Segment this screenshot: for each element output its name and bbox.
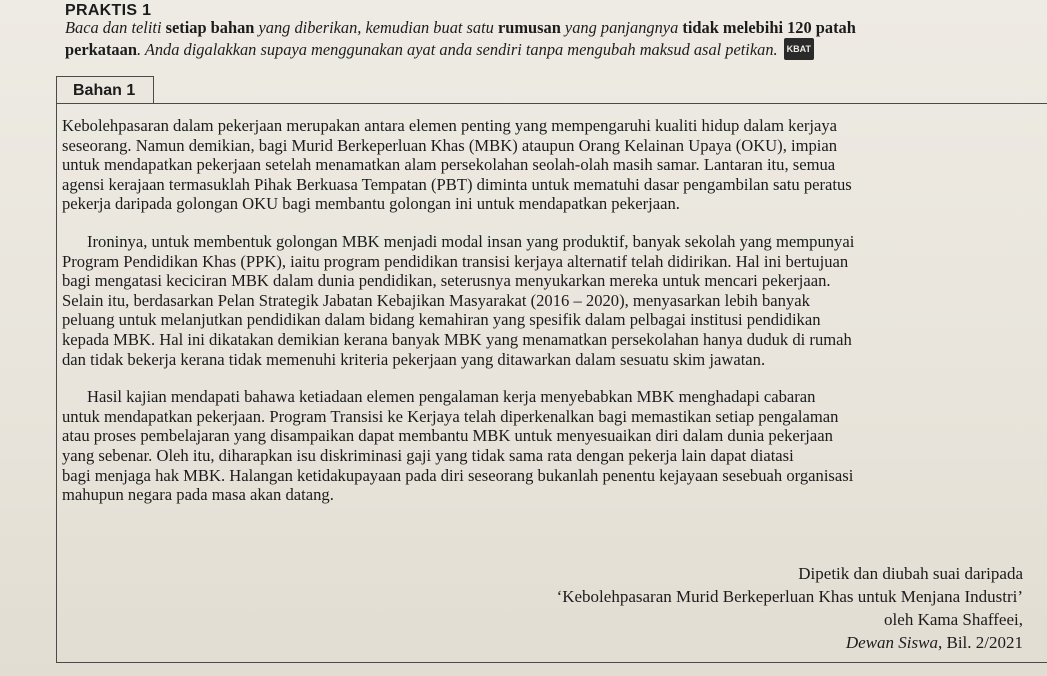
- passage-line: untuk mendapatkan pekerjaan setelah menamatkan alam persekolahan seolah-olah masih samar. Lantaran itu, semua: [62, 155, 836, 175]
- passage-line: agensi kerajaan termasuklah Pihak Berkuasa Tempatan (PBT) diminta untuk mematuhi dasar pengambilan satu peratus: [62, 174, 852, 194]
- instruction-line-1: [65, 18, 1025, 38]
- kbat-badge: KBAT: [784, 38, 814, 60]
- instruction-fragment: . Anda digalakkan supaya menggunakan ayat anda sendiri tanpa mengubah maksud asal petikan.: [136, 40, 778, 59]
- passage-paragraph-1: [62, 116, 1026, 214]
- instruction-line-2: [65, 38, 1025, 60]
- instruction-bold-fragment: rumusan: [497, 18, 561, 37]
- citation-article-title: ‘Kebolehpasaran Murid Berkeperluan Khas untuk Menjana Industri’: [556, 587, 1023, 606]
- passage-line: Hasil kajian mendapati bahawa ketiadaan elemen pengalaman kerja menyebabkan MBK menghadapi cabaran: [87, 387, 816, 407]
- citation-publication: [557, 631, 1023, 654]
- passage-line: bagi menjaga hak MBK. Halangan ketidakupayaan pada diri seseorang bukanlah penentu kejayaan sesebuah organisasi: [62, 465, 854, 485]
- passage-line: untuk mendapatkan pekerjaan. Program Transisi ke Kerjaya telah diperkenalkan bagi memastikan setiap pengalaman: [62, 406, 839, 426]
- citation-magazine: Dewan Siswa: [845, 633, 938, 652]
- passage-line: kepada MBK. Hal ini dikatakan demikian kerana banyak MBK yang menamatkan persekolahan hanya duduk di rumah: [62, 329, 852, 349]
- passage-line: dan tidak bekerja kerana tidak memenuhi kriteria pekerjaan yang ditawarkan dalam sesuatu skim jawatan.: [62, 349, 766, 369]
- passage-line: yang sebenar. Oleh itu, diharapkan isu diskriminasi gaji yang tidak sama rata dengan pekerja lain dapat diatasi: [62, 445, 794, 465]
- instruction-bold-fragment: perkataan: [65, 40, 137, 59]
- citation-issue: , Bil. 2/2021: [937, 633, 1023, 652]
- passage-line: mahupun negara pada masa akan datang.: [62, 485, 334, 505]
- passage-line: Selain itu, berdasarkan Pelan Strategik Jabatan Kebajikan Masyarakat (2016 – 2020), menyasarkan lebih banyak: [62, 290, 810, 310]
- passage-line: Program Pendidikan Khas (PPK), iaitu program pendidikan transisi kerjaya alternatif telah didirikan. Hal ini bertujuan: [62, 251, 849, 271]
- passage: [62, 116, 1026, 523]
- citation-author: oleh Kama Shaffeei,: [884, 610, 1023, 629]
- instruction-text: [65, 18, 1025, 60]
- passage-line: Ironinya, untuk membentuk golongan MBK menjadi modal insan yang produktif, banyak sekolah yang mempunyai: [87, 231, 855, 251]
- instruction-fragment: Baca dan teliti: [65, 18, 166, 37]
- instruction-fragment: yang diberikan, kemudian buat satu: [254, 18, 498, 37]
- instruction-bold-fragment: setiap bahan: [165, 18, 255, 37]
- passage-paragraph-2: [62, 232, 1026, 369]
- passage-line: seseorang. Namun demikian, bagi Murid Berkeperluan Khas (MBK) ataupun Orang Kelainan Upaya (OKU), impian: [62, 135, 838, 155]
- instruction-bold-fragment: tidak melebihi 120 patah: [682, 18, 856, 37]
- instruction-fragment: yang panjangnya: [560, 18, 683, 37]
- passage-paragraph-3: [62, 387, 1026, 505]
- passage-line: peluang untuk melanjutkan pendidikan dalam bidang kemahiran yang spesifik dalam pelbagai institusi pendidikan: [62, 310, 821, 330]
- source-citation: [557, 562, 1023, 654]
- passage-line: Kebolehpasaran dalam pekerjaan merupakan antara elemen penting yang mempengaruhi kualiti hidup dalam kerjaya: [62, 116, 837, 135]
- passage-line: pekerja daripada golongan OKU bagi membantu golongan ini untuk mendapatkan pekerjaan.: [62, 194, 680, 214]
- citation-line-1: Dipetik dan diubah suai daripada: [798, 564, 1023, 583]
- passage-line: atau proses pembelajaran yang disampaikan dapat membantu MBK untuk menyesuaikan diri dalam dunia pekerjaan: [62, 426, 833, 446]
- material-tab: Bahan 1: [56, 76, 154, 104]
- passage-line: bagi mengatasi keciciran MBK dalam dunia pendidikan, seterusnya menyukarkan mereka untuk mencari pekerjaan.: [62, 271, 831, 291]
- exercise-heading: PRAKTIS 1: [65, 2, 152, 19]
